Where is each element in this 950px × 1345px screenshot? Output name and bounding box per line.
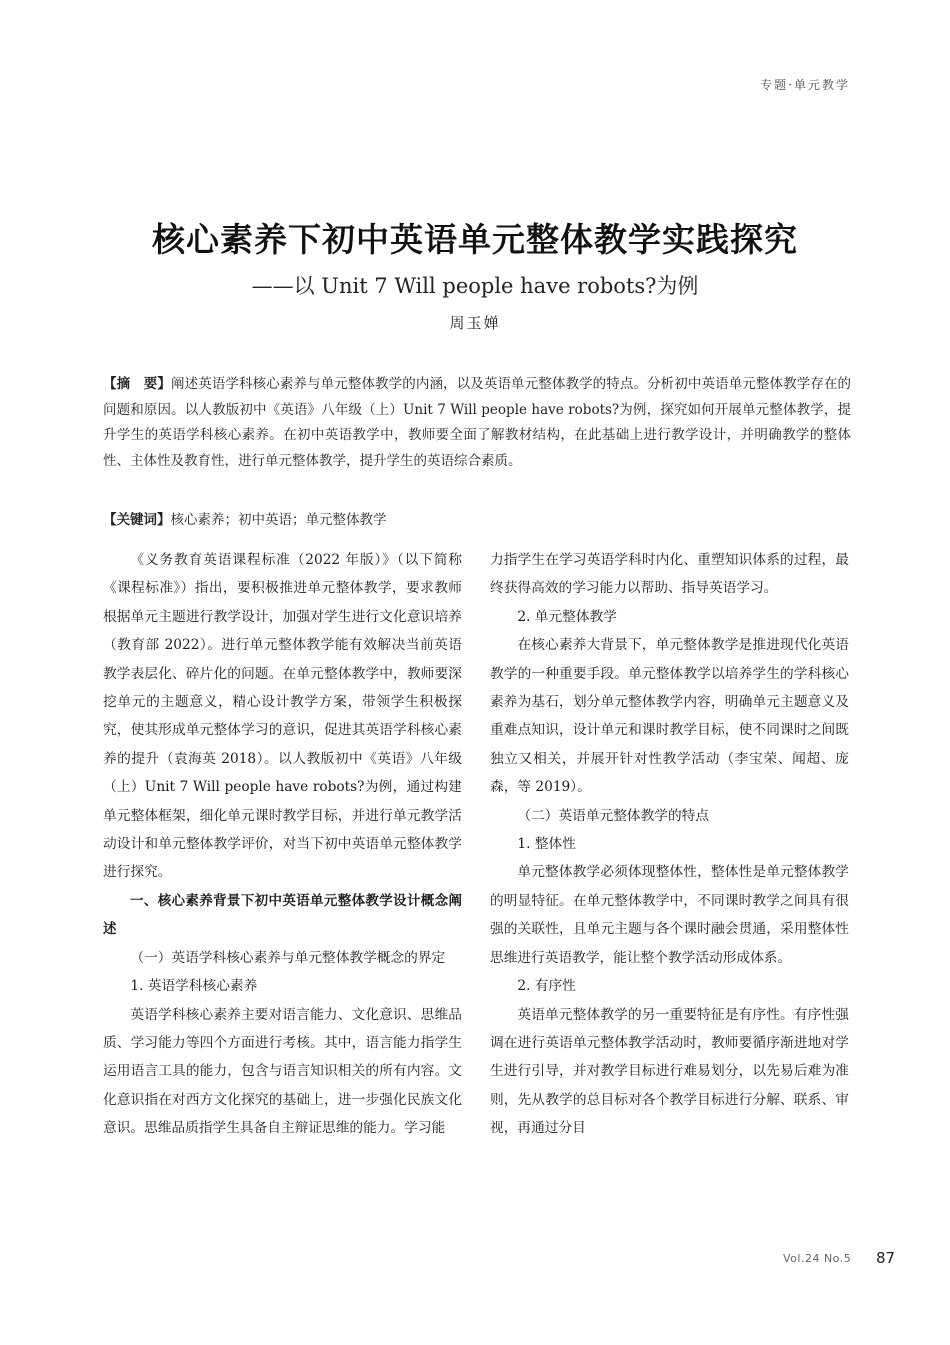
paragraph: 英语学科核心素养主要对语言能力、文化意识、思维品质、学习能力等四个方面进行考核。其中，语言能力指学生运用语言工具的能力，包含与语言知识相关的所有内容。文化意识指在对西方文化探究的基础上，进一步强化民族文化意识。思维品质指学生具备自主辩证思维的能力。学习能	[103, 1006, 462, 1137]
paragraph: 《义务教育英语课程标准（2022 年版）》（以下简称《课程标准》）指出，要积极推进单元整体教学，要求教师根据单元主题进行教学设计，加强对学生进行文化意识培养（教育部 2022）。进行单元整体教学能有效解决当前英语教学表层化、碎片化的问题。在单元整体教学中，教师要深挖单元的主题意义，精心设计教学方案，带领学生积极探究，使其形成单元整体学习的意识，促进其英语学科核心素养的提升（袁海英 2018）。以人教版初中《英语》八年级（上）Unit 7 Will people have robots?为例，通过构建单元整体框架，细化单元课时教学目标，并进行单元教学活动设计和单元整体教学评价，对当下初中英语单元整体教学进行探究。	[103, 552, 462, 881]
body-column-left	[103, 546, 462, 1143]
article-subtitle: ——以 Unit 7 Will people have robots?为例	[251, 274, 699, 298]
page-number: 87	[876, 1249, 896, 1267]
abstract-label: 【摘 要】	[103, 376, 172, 392]
sub-subsection-heading: 1. 英语学科核心素养	[130, 978, 258, 995]
paragraph: 单元整体教学必须体现整体性，整体性是单元整体教学的明显特征。在单元整体教学中，不同课时教学之间具有很强的关联性，且单元主题与各个课时融会贯通，采用整体性思维进行英语教学，能让整个教学活动形成体系。	[490, 864, 849, 966]
sub-subsection-heading: 2. 单元整体教学	[517, 608, 617, 625]
body-column-right	[490, 546, 849, 1143]
sub-subsection-heading: 2. 有序性	[517, 978, 576, 995]
abstract-text: 阐述英语学科核心素养与单元整体教学的内涵，以及英语单元整体教学的特点。分析初中英语单元整体教学存在的问题和原因。以人教版初中《英语》八年级（上）Unit 7 Will people have robots?为例，探究如何开展单元整体教学，提升学生的英语学科核心素养。在初中英语教学中，教师要全面了解教材结构，在此基础上进行教学设计，并明确教学的整体性、主体性及教育性，进行单元整体教学，提升学生的英语综合素质。	[103, 376, 852, 469]
author-name: 周玉婵	[449, 314, 501, 332]
keywords-label: 【关键词】	[103, 512, 171, 528]
section-heading: 一、核心素养背景下初中英语单元整体教学设计概念阐述	[103, 892, 462, 938]
abstract	[103, 372, 851, 474]
paragraph: 在核心素养大背景下，单元整体教学是推进现代化英语教学的一种重要手段。单元整体教学以培养学生的学科核心素养为基石，划分单元整体教学内容，明确单元主题意义及重难点知识，设计单元和课时教学目标，使不同课时之间既独立又相关，并展开针对性教学活动（李宝荣、闻超、庞森，等 2019）。	[490, 637, 849, 796]
sub-subsection-heading: 1. 整体性	[517, 836, 576, 853]
subsection-heading: （二）英语单元整体教学的特点	[517, 807, 710, 824]
volume-info: Vol.24 No.5	[783, 1252, 852, 1265]
keywords-text: 核心素养；初中英语；单元整体教学	[170, 512, 387, 528]
paragraph: 英语单元整体教学的另一重要特征是有序性。有序性强调在进行英语单元整体教学活动时，教师要循序渐进地对学生进行引导，并对教学目标进行难易划分，以先易后难为准则，先从教学的总目标对各个教学目标进行分解、联系、审视，再通过分目	[490, 1006, 849, 1137]
keywords	[103, 508, 851, 533]
running-head: 专题·单元教学	[760, 78, 850, 92]
article-title: 核心素养下初中英语单元整体教学实践探究	[152, 220, 798, 259]
paragraph: 力指学生在学习英语学科时内化、重塑知识体系的过程，最终获得高效的学习能力以帮助、指导英语学习。	[490, 552, 849, 597]
subsection-heading: （一）英语学科核心素养与单元整体教学概念的界定	[130, 949, 446, 966]
